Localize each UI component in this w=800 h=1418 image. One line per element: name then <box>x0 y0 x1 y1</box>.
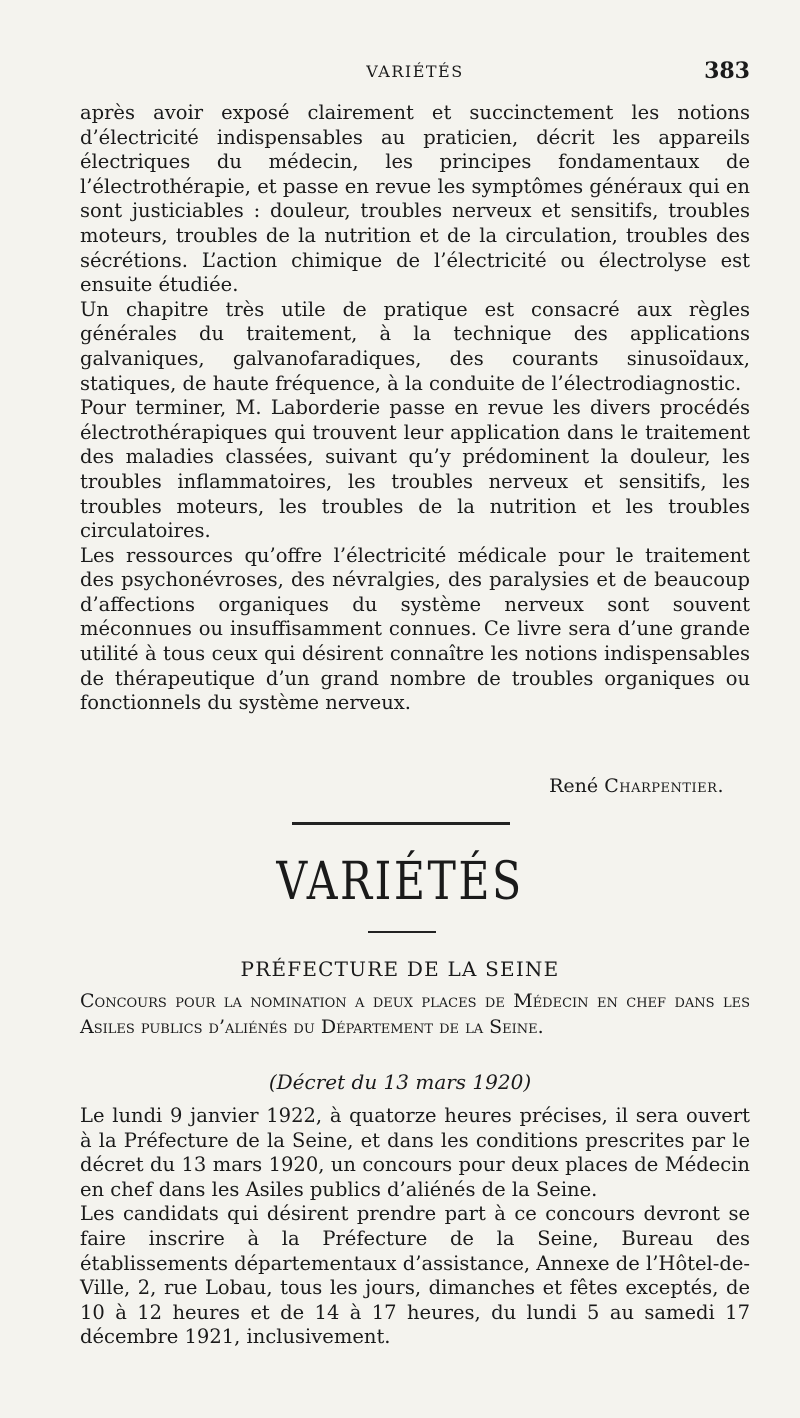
page-number: 383 <box>704 58 750 84</box>
running-head <box>80 58 750 88</box>
section-title: VARIÉTÉS <box>276 852 524 912</box>
book-review <box>80 101 750 716</box>
review-paragraph-2: Un chapitre très utile de pratique est consacré aux règles générales du traitement, à la technique des applications galvaniques, galvanofaradiques, des courants sinusoïdaux, statiques, de haute fréquence, à la conduite de l’électrodiagnostic. <box>80 297 750 395</box>
signature-last-name: Charpentier. <box>604 775 724 797</box>
review-paragraph-4: Les ressources qu’offre l’électricité médicale pour le traitement des psychonévroses, des névralgies, des paralysies et de beaucoup d’affections organiques du système nerveux sont souvent méconnues ou insuffisamment connues. Ce livre sera d’une grande utilité à tous ceux qui désirent connaître les notions indispensables de thérapeutique d’un grand nombre de troubles organiques ou fonctionnels du système nerveux. <box>80 543 750 715</box>
review-paragraph-3: Pour terminer, M. Laborderie passe en revue les divers procédés électrothérapiques qui trouvent leur application dans le traitement des maladies classées, suivant qu’y prédominent la douleur, les troubles inflammatoires, les troubles nerveux et sensitifs, les troubles moteurs, les troubles de la nutrition et les troubles circulatoires. <box>80 396 750 543</box>
contest-announcement <box>80 1104 750 1350</box>
signature-first-name: René <box>549 775 599 797</box>
review-paragraph-1: après avoir exposé clairement et succinctement les notions d’électricité indispensables au praticien, décrit les appareils électriques du médecin, les principes fondamentaux de l’électrothérapie, et passe en revue les symptômes généraux qui en sont justiciables : douleur, troubles nerveux et sensitifs, troubles moteurs, troubles de la nutrition et de la circulation, troubles des sécrétions. L’action chimique de l’électricité ou électrolyse est ensuite étudiée. <box>80 101 750 297</box>
contest-title: Concours pour la nomination a deux places de Médecin en chef dans les Asiles publics d’aliénés du Département de la Seine. <box>80 990 750 1038</box>
decree-reference: (Décret du 13 mars 1920) <box>268 1070 532 1094</box>
subsection-heading: PRÉFECTURE DE LA SEINE <box>240 957 560 981</box>
announcement-paragraph-1: Le lundi 9 janvier 1922, à quatorze heures précises, il sera ouvert à la Préfecture de la Seine, et dans les conditions prescrites par le décret du 13 mars 1920, un concours pour deux places de Médecin en chef dans les Asiles publics d’aliénés de la Seine. <box>80 1104 750 1201</box>
announcement-paragraph-2: Les candidats qui désirent prendre part à ce concours devront se faire inscrire à la Préfecture de la Seine, Bureau des établissements départementaux d’assistance, Annexe de l’Hôtel-de-Ville, 2, rue Lobau, tous les jours, dimanches et fêtes exceptés, de 10 à 12 heures et de 14 à 17 heures, du lundi 5 au samedi 17 décembre 1921, inclusivement. <box>80 1202 750 1349</box>
title-underline-rule <box>368 931 436 933</box>
review-signature <box>549 775 724 797</box>
running-title: VARIÉTÉS <box>366 62 464 81</box>
section-divider-rule <box>292 822 510 825</box>
